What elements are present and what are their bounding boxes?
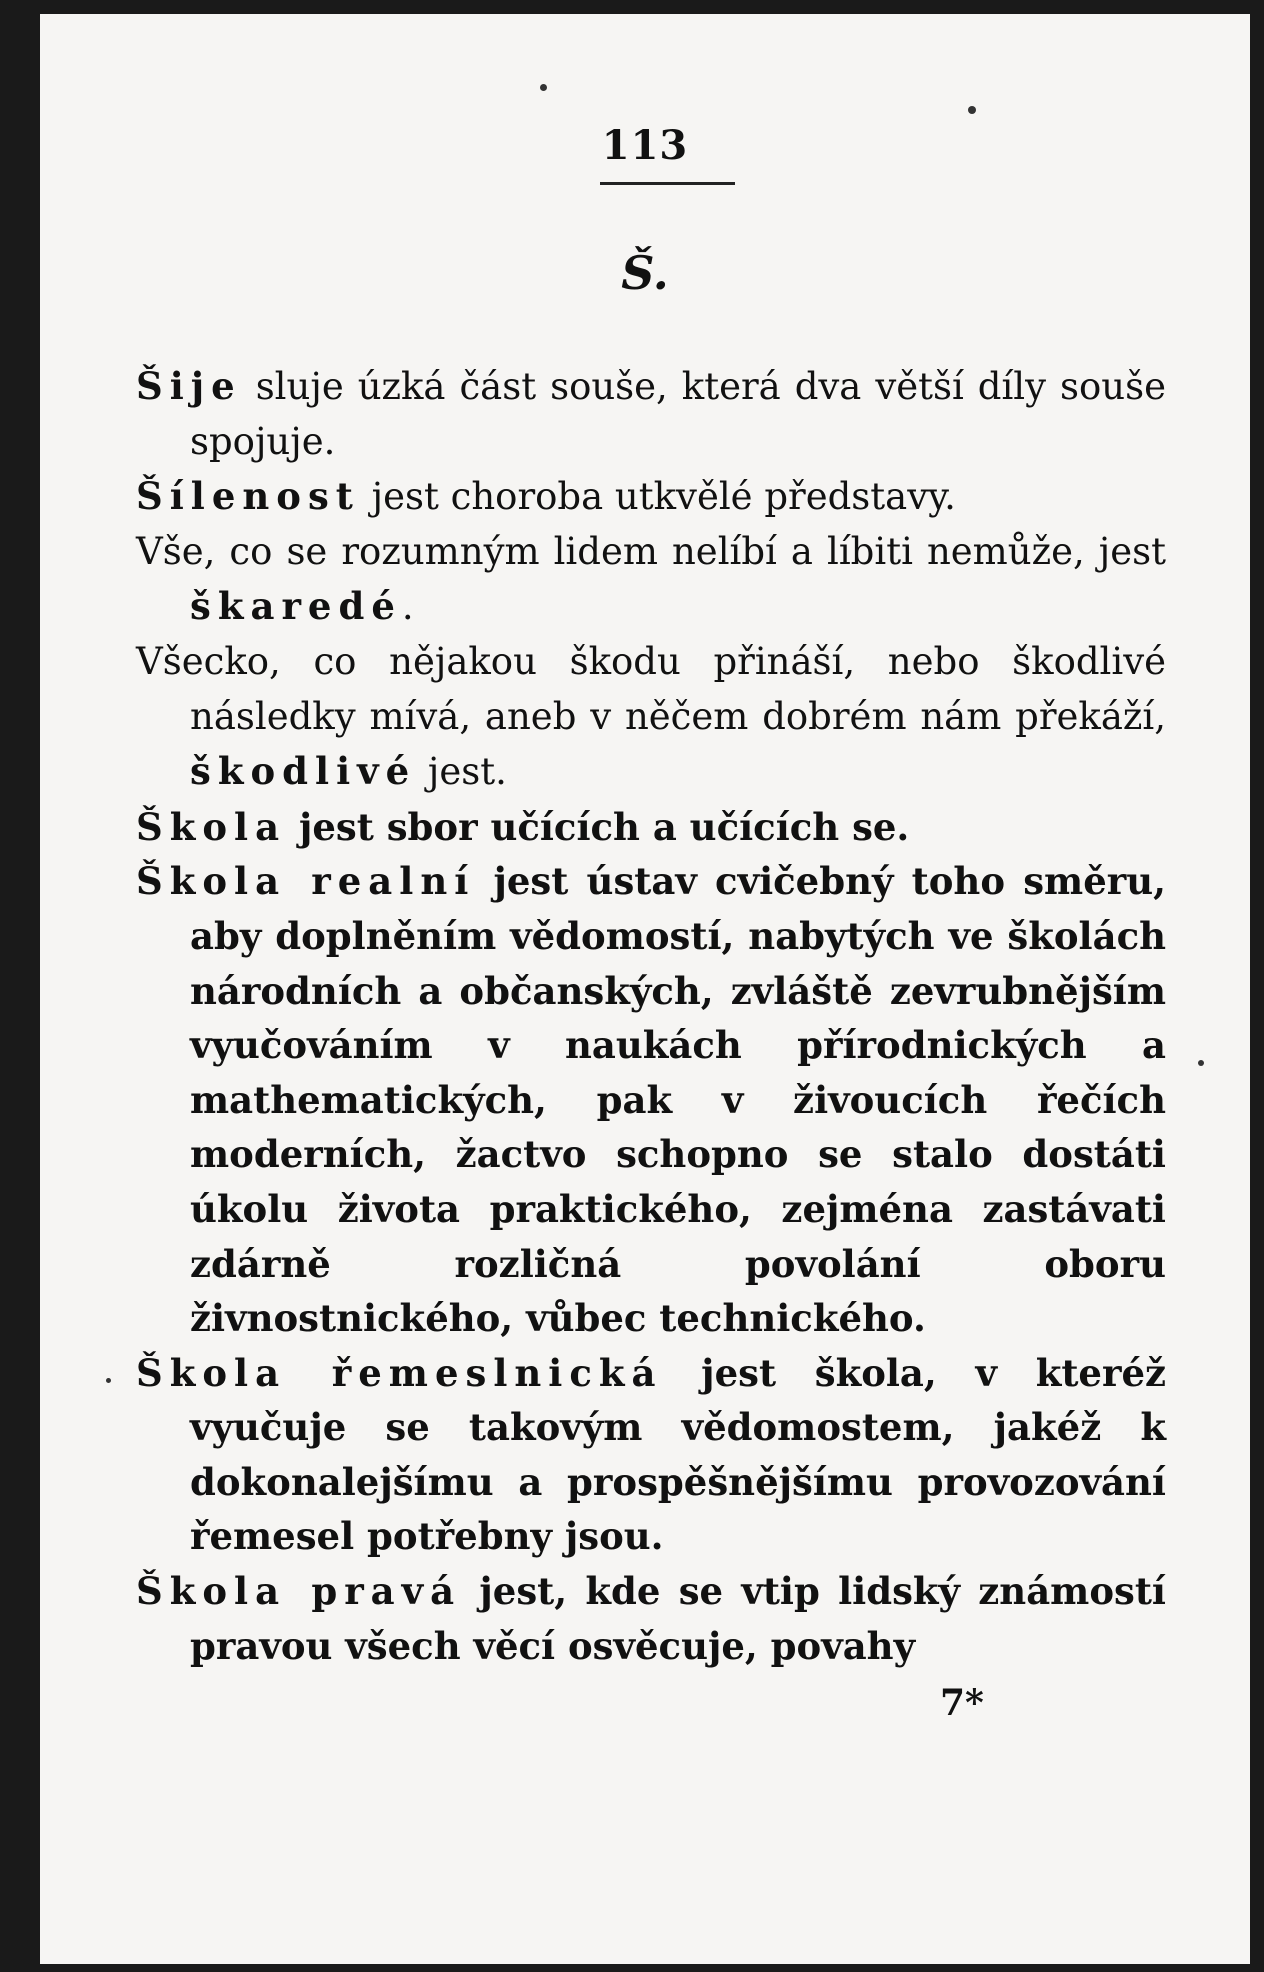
entry-term: Škola řemeslnická [136, 1350, 663, 1395]
entry-silenost [136, 469, 1166, 525]
book-page [40, 14, 1250, 1964]
entry-term: Škola pravá [136, 1569, 462, 1614]
entry-term: Šílenost [136, 474, 360, 519]
print-speck [1198, 1060, 1204, 1066]
entry-term: Škola [136, 804, 287, 849]
dictionary-entries [136, 359, 1166, 1673]
entry-term: škaredé [190, 584, 402, 629]
entry-definition: sluje úzká část souše, která dva větší díly souše spojuje. [190, 365, 1166, 463]
entry-definition: jest ústav cvičebný toho směru, aby doplněním vědomostí, nabytých ve školách národních a občanských, zvláště zevrubnějším vyučováním v naukách přírodnických a mathematických, pak v živoucích řečích moderních, žactvo schopno se stalo dostáti úkolu života praktického, zejména zastávati zdárně rozličná povolání oboru živnostnického, vůbec technického. [190, 859, 1167, 1341]
entry-definition: jest škola, v kteréž vyučuje se takovým vědomostem, jakéž k dokonalejšímu a prospěšnějšímu provozování řemesel potřebny jsou. [190, 1350, 1167, 1559]
section-letter-heading: Š. [621, 246, 669, 300]
page-number-rule [600, 182, 735, 185]
page-number: 113 [601, 122, 689, 169]
entry-skola-prava [136, 1564, 1166, 1673]
entry-definition: . [401, 585, 414, 629]
entry-definition: jest. [416, 750, 507, 794]
entry-skola [136, 800, 1166, 855]
entry-definition: jest, kde se vtip lidský známostí pravou všech věcí osvěcuje, povahy [190, 1569, 1166, 1668]
print-speck [540, 84, 547, 91]
entry-sije [136, 359, 1166, 469]
entry-skodlive [136, 635, 1166, 800]
entry-skarede [136, 525, 1166, 635]
entry-term: škodlivé [190, 749, 417, 794]
entry-term: Šije [136, 364, 242, 408]
entry-term: Škola realní [136, 859, 476, 904]
print-speck [106, 1378, 111, 1383]
entry-definition: jest sbor učících a učících se. [286, 804, 910, 849]
entry-definition: jest choroba utkvělé představy. [359, 475, 956, 519]
entry-prefix: Vše, co se rozumným lidem nelíbí a líbiti nemůže, jest [136, 529, 1166, 573]
entry-skola-realni [136, 854, 1166, 1345]
entry-prefix: Všecko, co nějakou škodu přináší, nebo škodlivé následky mívá, aneb v něčem dobrém nám překáží, [136, 639, 1166, 738]
signature-mark: 7* [940, 1682, 984, 1724]
print-speck [968, 106, 976, 114]
entry-skola-remeslnicka [136, 1346, 1166, 1564]
